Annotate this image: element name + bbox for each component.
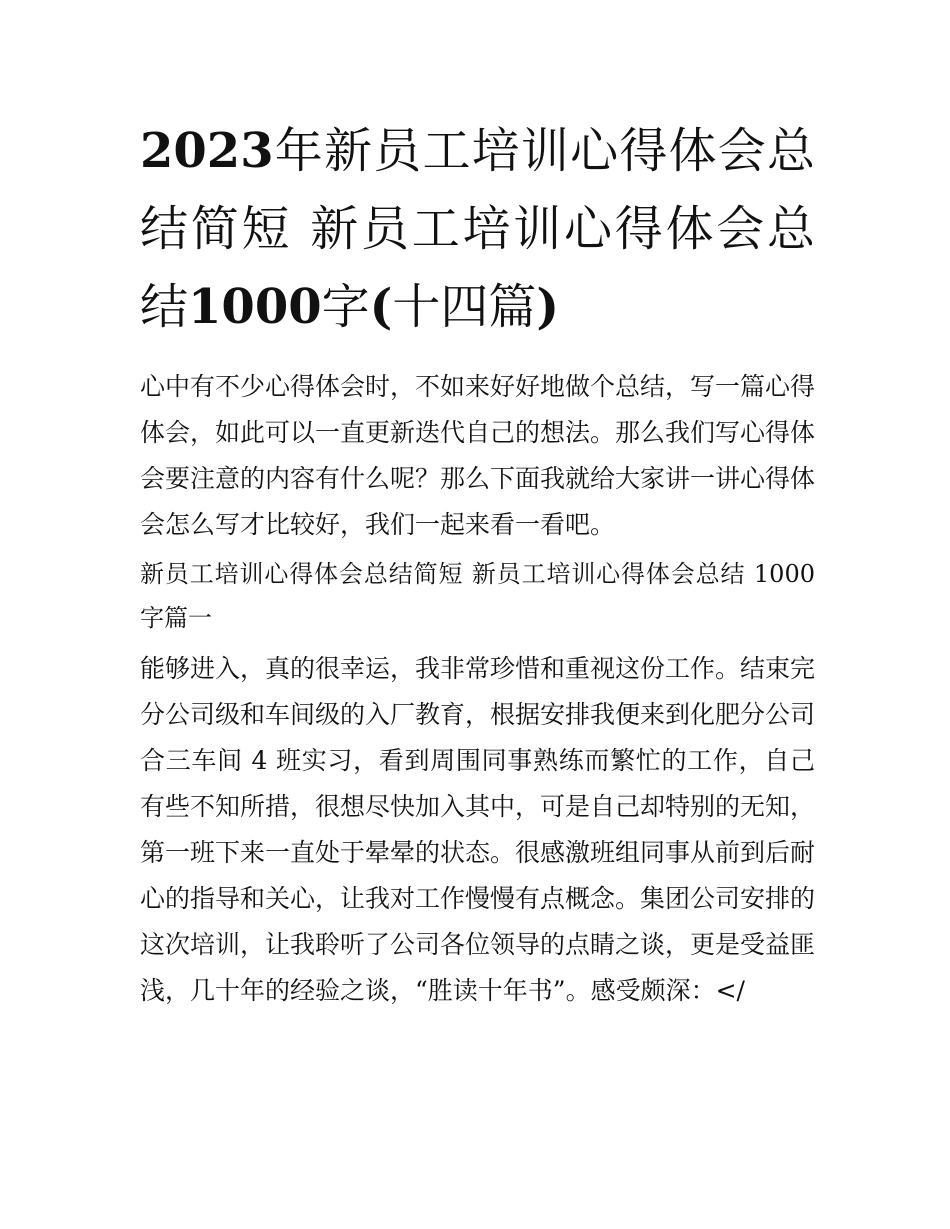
title-year: 2023 (140, 123, 274, 179)
title-open-paren: ( (369, 279, 393, 335)
title-text-main: 年新员工培训心得体会总结简短 新员工培训心得体会总结 (140, 123, 815, 335)
title-text-unit: 字 (321, 279, 370, 335)
title-text-count: 十四篇 (392, 279, 537, 335)
intro-paragraph: 心中有不少心得体会时，不如来好好地做个总结，写一篇心得体会，如此可以一直更新迭代自己的想法。那么我们写心得体会要注意的内容有什么呢？那么下面我就给大家讲一讲心得体会怎么写才比较好，我们一起来看一看吧。 (140, 372, 816, 539)
body-paragraph: 能够进入，真的很幸运，我非常珍惜和重视这份工作。结束完分公司级和车间级的入厂教育，根据安排我便来到化肥分公司合三车间 4 班实习，看到周围同事熟练而繁忙的工作，自己有些不知所措，很想尽快加入其中，可是自己却特别的无知，第一班下来一直处于晕晕的状态。很感激班组同事从前到后耐心的指导和关心，让我对工作慢慢有点概念。集团公司安排的这次培训，让我聆听了公司各位领导的点睛之谈，更是受益匪浅，几十年的经验之谈，“胜读十年书”。感受颇深：</ (140, 654, 816, 1005)
document-title (140, 112, 815, 346)
title-word-count: 1000 (188, 279, 322, 335)
title-close-paren: ) (536, 279, 560, 335)
section-heading: 新员工培训心得体会总结简短 新员工培训心得体会总结 1000 字篇一 (140, 560, 815, 632)
document-page (140, 112, 815, 1014)
